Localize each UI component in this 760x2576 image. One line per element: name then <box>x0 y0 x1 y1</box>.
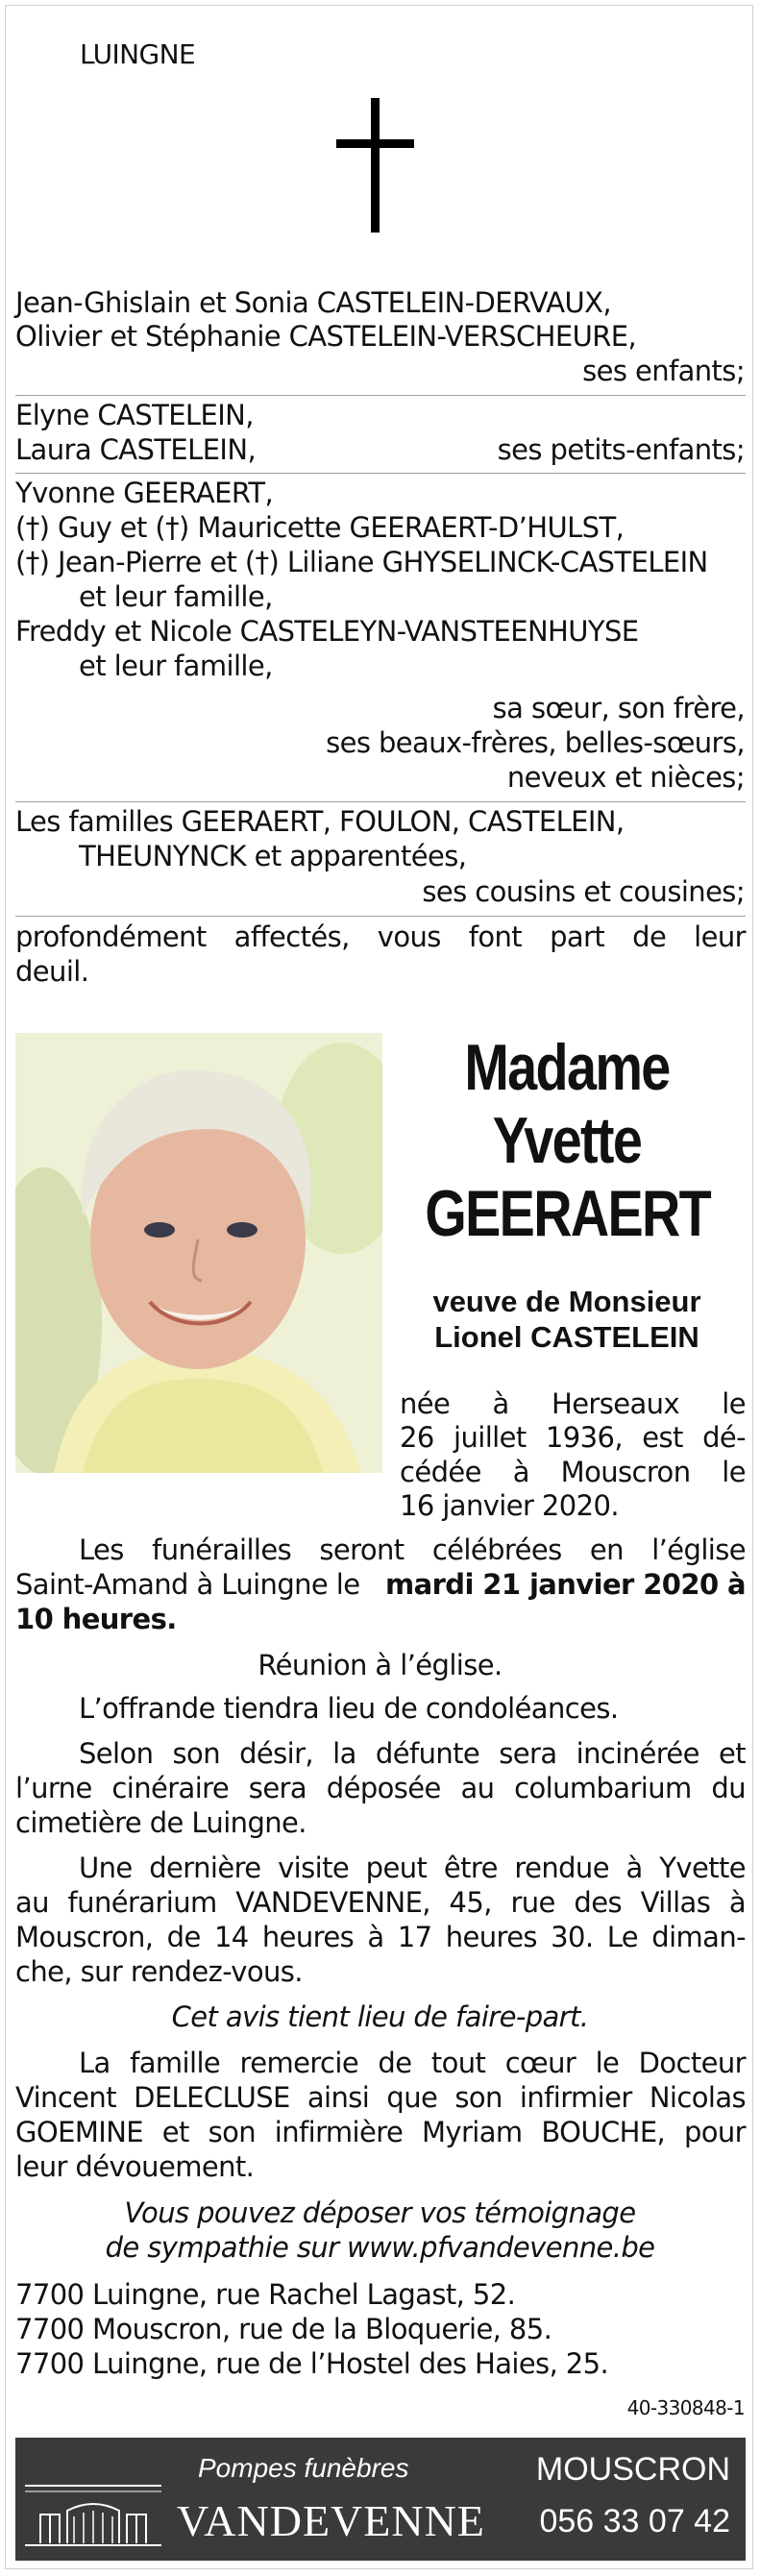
families-role: ses cousins et cousines; <box>422 875 745 908</box>
birth-line-2: 26 juillet 1936, est dé- <box>400 1421 746 1454</box>
visit-line-4: che, sur rendez-vous. <box>15 1955 303 1988</box>
condolence-line-2: de sympathie sur www.pfvandevenne.be <box>105 2231 655 2264</box>
separator <box>15 801 746 802</box>
funeral-line-1: Les funérailles seront célébrées en l’église <box>79 1533 746 1566</box>
separator <box>15 473 746 474</box>
children-line-2: Olivier et Stéphanie CASTELEIN-VERSCHEURE, <box>15 320 637 353</box>
reference-number: 40-330848-1 <box>626 2396 745 2419</box>
footer-city: MOUSCRON <box>535 2451 730 2488</box>
address-3: 7700 Luingne, rue de l’Hostel des Haies, 25. <box>15 2347 609 2380</box>
visit-line-1: Une dernière visite peut être rendue à Yvette <box>79 1852 746 1884</box>
thanks-line-2: Vincent DELECLUSE ainsi que son infirmier Nicolas <box>15 2081 746 2114</box>
sibling-line-6: et leur famille, <box>79 650 273 682</box>
thanks-line-3: GOEMINE et son infirmière Myriam BOUCHE, pour <box>15 2116 746 2148</box>
birth-line-3: cédée à Mouscron le <box>400 1456 746 1488</box>
widow-line-1: veuve de Monsieur <box>432 1285 701 1318</box>
separator <box>15 395 746 396</box>
sibling-line-3: (†) Jean-Pierre et (†) Liliane GHYSELINCK-CASTELEIN <box>15 546 708 578</box>
wish-line-2: l’urne cinéraire sera déposée au columbarium du <box>15 1772 746 1804</box>
deceased-last-name: GEERAERT <box>425 1177 711 1250</box>
children-line-1: Jean-Ghislain et Sonia CASTELEIN-DERVAUX, <box>15 286 612 319</box>
funeral-home-banner <box>15 2438 746 2561</box>
funeral-line-2-text: Saint-Amand à Luingne le <box>15 1568 360 1601</box>
children-role: ses enfants; <box>582 355 745 387</box>
footer-phone: 056 33 07 42 <box>539 2503 730 2539</box>
funeral-date: mardi 21 janvier 2020 à <box>385 1568 746 1601</box>
sibling-line-2: (†) Guy et (†) Mauricette GEERAERT-D’HULST, <box>15 511 625 544</box>
visit-line-3: Mouscron, de 14 heures à 17 heures 30. Le diman- <box>15 1921 746 1953</box>
thanks-line-4: leur dévouement. <box>15 2150 255 2183</box>
reunion: Réunion à l’église. <box>257 1649 503 1681</box>
funeral-line-2 <box>15 1569 746 1601</box>
sibling-role-3: neveux et nièces; <box>506 761 745 794</box>
sibling-line-4: et leur famille, <box>79 580 273 613</box>
sibling-line-1: Yvonne GEERAERT, <box>15 477 274 509</box>
thanks-line-1: La famille remercie de tout cœur le Docteur <box>79 2047 746 2079</box>
sibling-role-1: sa sœur, son frère, <box>492 692 745 724</box>
widow-line-2: Lionel CASTELEIN <box>434 1320 699 1354</box>
funeral-time: 10 heures. <box>15 1603 177 1635</box>
header-town: LUINGNE <box>80 38 196 70</box>
wish-line-1: Selon son désir, la défunte sera incinérée et <box>79 1737 746 1770</box>
wish-line-3: cimetière de Luingne. <box>15 1806 306 1839</box>
deceased-title: Madame <box>464 1031 670 1104</box>
deceased-first-name: Yvette <box>492 1104 642 1177</box>
birth-line-1: née à Herseaux le <box>400 1387 746 1420</box>
sibling-role-2: ses beaux-frères, belles-sœurs, <box>326 726 745 759</box>
grandchild-2: Laura CASTELEIN, <box>15 433 257 466</box>
portrait-photo <box>15 1033 382 1473</box>
funeral-home-logo <box>21 2476 165 2557</box>
closing-line-1: profondément affectés, vous font part de leur <box>15 920 746 953</box>
families-line-2: THEUNYNCK et apparentées, <box>79 840 467 872</box>
closing-line-2: deuil. <box>15 955 89 988</box>
address-2: 7700 Mouscron, rue de la Bloquerie, 85. <box>15 2313 552 2345</box>
birth-line-4: 16 janvier 2020. <box>400 1489 619 1522</box>
separator <box>15 916 746 917</box>
grandchild-1: Elyne CASTELEIN, <box>15 399 254 431</box>
condolence-line-1: Vous pouvez déposer vos témoignage <box>124 2196 636 2229</box>
address-1: 7700 Luingne, rue Rachel Lagast, 52. <box>15 2278 516 2311</box>
visit-line-2: au funérarium VANDEVENNE, 45, rue des Villas à <box>15 1886 746 1919</box>
footer-brand: VANDEVENNE <box>177 2496 485 2545</box>
offrande: L’offrande tiendra lieu de condoléances. <box>79 1692 619 1725</box>
sibling-line-5: Freddy et Nicole CASTELEYN-VANSTEENHUYSE <box>15 615 639 648</box>
grandchildren-role: ses petits-enfants; <box>497 433 745 466</box>
families-line-1: Les familles GEERAERT, FOULON, CASTELEIN, <box>15 805 625 838</box>
footer-tagline: Pompes funèbres <box>198 2453 409 2483</box>
faire-part-note: Cet avis tient lieu de faire-part. <box>171 2000 589 2033</box>
